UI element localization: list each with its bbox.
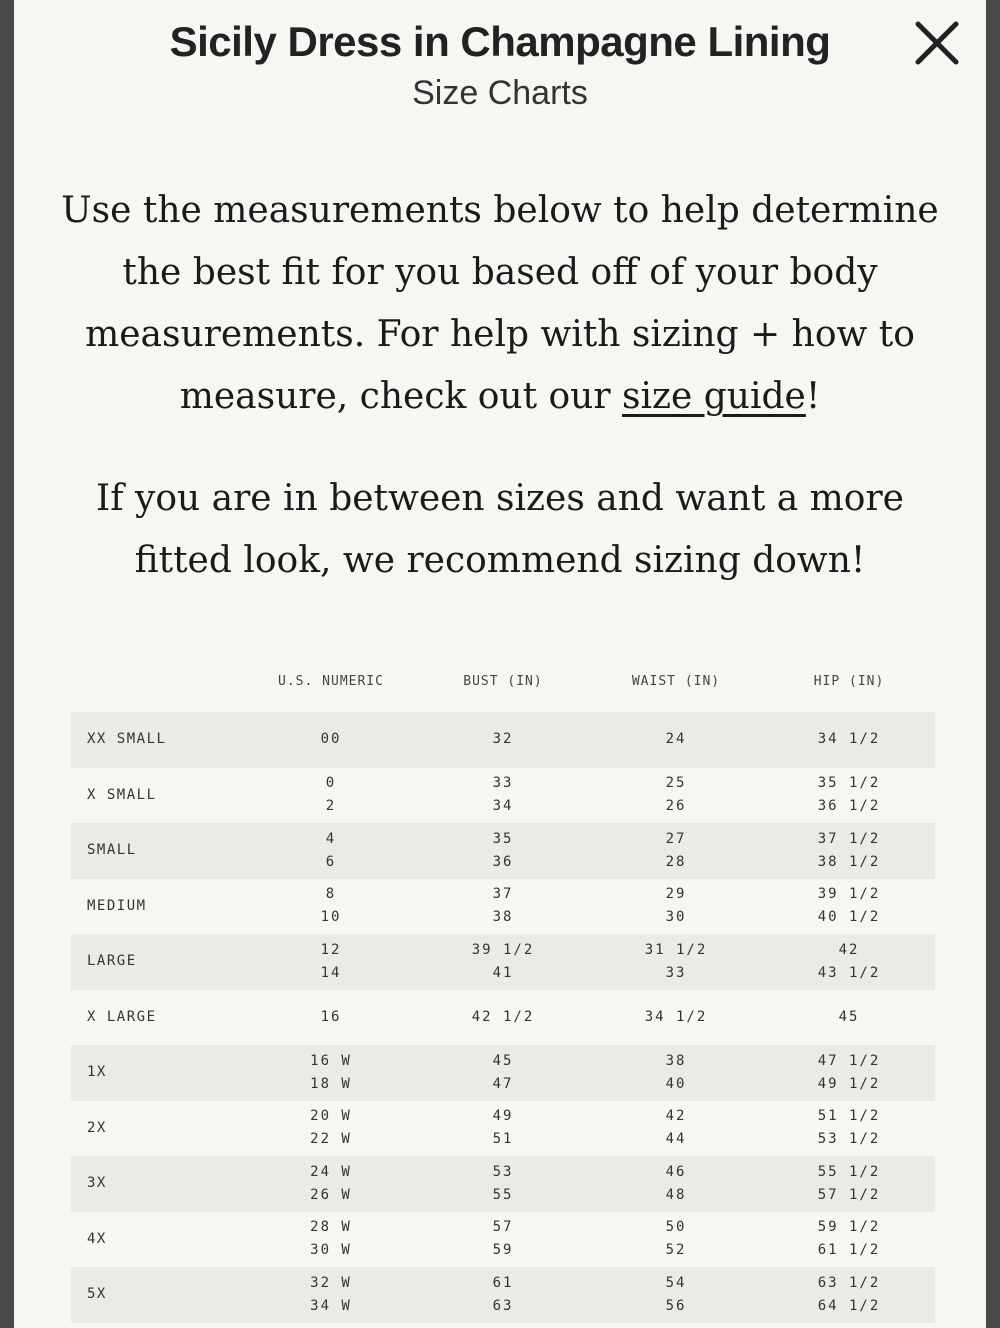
table-row [71,768,935,824]
waist-cell [606,990,746,1046]
cell-value: 50 [665,1219,687,1236]
cell-value: 52 [665,1242,687,1259]
cell-value: 36 1/2 [817,798,881,815]
table-row [71,1212,935,1268]
modal-subtitle: Size Charts [412,74,588,112]
cell-value: 28 [665,853,687,870]
cell-value: 37 1/2 [817,830,881,847]
cell-value: 34 [492,798,514,815]
cell-value: 43 1/2 [817,964,881,981]
size-label-cell: X SMALL [87,786,157,803]
bust-cell [433,1045,573,1101]
numeric-cell [261,768,401,824]
bust-cell [433,1212,573,1268]
cell-value: 37 [492,886,514,903]
hip-cell [779,1045,919,1101]
cell-value: 22 W [310,1131,352,1148]
waist-cell [606,1045,746,1101]
cell-value: 16 W [310,1052,352,1069]
cell-value: 61 [492,1274,514,1291]
cell-value: 40 [665,1075,687,1092]
cell-value: 64 1/2 [817,1297,881,1314]
cell-value: 27 [665,830,687,847]
cell-value: 8 [325,886,337,903]
cell-value: 36 [492,853,514,870]
bust-cell [433,823,573,879]
cell-value: 10 [320,909,342,926]
cell-value: 35 1/2 [817,775,881,792]
cell-value: 32 W [310,1274,352,1291]
column-header-waist: WAIST (IN) [631,674,721,689]
sizing-note: If you are in between sizes and want a more fitted look, we recommend sizing down! [96,478,904,581]
intro-text [44,180,956,428]
cell-value: 29 [665,886,687,903]
size-label-cell: 5X [87,1286,107,1303]
cell-value: 32 [492,731,514,748]
cell-value: 26 [665,798,687,815]
cell-value: 48 [665,1186,687,1203]
waist-cell [606,1156,746,1212]
cell-value: 20 W [310,1108,352,1125]
cell-value: 59 1/2 [817,1219,881,1236]
cell-value: 6 [325,853,337,870]
size-label-cell: LARGE [87,953,137,970]
numeric-cell [261,823,401,879]
cell-value: 45 [838,1008,860,1025]
table-row [71,1156,935,1212]
cell-value: 38 [665,1052,687,1069]
cell-value: 0 [325,775,337,792]
cell-value: 53 [492,1163,514,1180]
cell-value: 14 [320,964,342,981]
cell-value: 00 [320,731,342,748]
intro-text-end: ! [805,376,821,417]
column-header-hip: HIP (IN) [813,674,885,689]
bust-cell [433,1156,573,1212]
cell-value: 46 [665,1163,687,1180]
waist-cell [606,1267,746,1323]
bust-cell [433,1267,573,1323]
intro-text-start: Use the measurements below to help determine the best fit for you based off of your body measurements. For help with sizing + how to measure, check out our [61,190,939,417]
numeric-cell [261,990,401,1046]
hip-cell [779,1212,919,1268]
cell-value: 42 [665,1108,687,1125]
hip-cell [779,1101,919,1157]
cell-value: 26 W [310,1186,352,1203]
size-label-cell: XX SMALL [87,731,167,748]
cell-value: 24 [665,731,687,748]
cell-value: 39 1/2 [471,941,535,958]
hip-cell [779,823,919,879]
cell-value: 51 [492,1131,514,1148]
waist-cell [606,1212,746,1268]
size-label-cell: 4X [87,1230,107,1247]
bust-cell [433,990,573,1046]
waist-cell [606,879,746,935]
cell-value: 30 [665,909,687,926]
hip-cell [779,768,919,824]
cell-value: 49 [492,1108,514,1125]
bust-cell [433,934,573,990]
cell-value: 47 1/2 [817,1052,881,1069]
table-row [71,712,935,768]
numeric-cell [261,879,401,935]
size-label-cell: X LARGE [87,1008,157,1025]
hip-cell [779,990,919,1046]
cell-value: 57 [492,1219,514,1236]
cell-value: 34 1/2 [817,731,881,748]
waist-cell [606,768,746,824]
cell-value: 40 1/2 [817,909,881,926]
cell-value: 61 1/2 [817,1242,881,1259]
numeric-cell [261,1267,401,1323]
cell-value: 28 W [310,1219,352,1236]
cell-value: 18 W [310,1075,352,1092]
waist-cell [606,823,746,879]
column-header-numeric: U.S. NUMERIC [278,674,384,689]
numeric-cell [261,1101,401,1157]
size-label-cell: MEDIUM [87,897,147,914]
cell-value: 59 [492,1242,514,1259]
cell-value: 44 [665,1131,687,1148]
bust-cell [433,879,573,935]
table-row [71,1045,935,1101]
numeric-cell [261,934,401,990]
cell-value: 54 [665,1274,687,1291]
cell-value: 41 [492,964,514,981]
hip-cell [779,712,919,768]
cell-value: 55 [492,1186,514,1203]
cell-value: 31 1/2 [644,941,708,958]
close-button[interactable] [914,20,960,66]
hip-cell [779,879,919,935]
cell-value: 33 [492,775,514,792]
cell-value: 33 [665,964,687,981]
size-chart-table [71,660,935,1323]
column-header-bust: BUST (IN) [463,674,543,689]
cell-value: 12 [320,941,342,958]
numeric-cell [261,1212,401,1268]
cell-value: 63 1/2 [817,1274,881,1291]
waist-cell [606,1101,746,1157]
hip-cell [779,934,919,990]
table-row [71,823,935,879]
size-label-cell: 2X [87,1119,107,1136]
table-row [71,1267,935,1323]
hip-cell [779,1156,919,1212]
table-row [71,990,935,1046]
cell-value: 35 [492,830,514,847]
table-row [71,1101,935,1157]
cell-value: 57 1/2 [817,1186,881,1203]
cell-value: 2 [325,798,337,815]
cell-value: 38 [492,909,514,926]
cell-value: 47 [492,1075,514,1092]
waist-cell [606,934,746,990]
cell-value: 42 [838,941,860,958]
size-label-cell: SMALL [87,842,137,859]
numeric-cell [261,712,401,768]
cell-value: 34 1/2 [644,1008,708,1025]
cell-value: 4 [325,830,337,847]
cell-value: 51 1/2 [817,1108,881,1125]
table-row [71,934,935,990]
table-body [71,712,935,1323]
cell-value: 45 [492,1052,514,1069]
numeric-cell [261,1045,401,1101]
cell-value: 53 1/2 [817,1131,881,1148]
size-guide-link[interactable]: size guide [622,376,806,417]
cell-value: 39 1/2 [817,886,881,903]
cell-value: 16 [320,1008,342,1025]
waist-cell [606,712,746,768]
hip-cell [779,1267,919,1323]
bust-cell [433,768,573,824]
bust-cell [433,712,573,768]
cell-value: 24 W [310,1163,352,1180]
cell-value: 63 [492,1297,514,1314]
cell-value: 30 W [310,1242,352,1259]
cell-value: 49 1/2 [817,1075,881,1092]
cell-value: 42 1/2 [471,1008,535,1025]
cell-value: 25 [665,775,687,792]
table-header [71,660,935,712]
cell-value: 38 1/2 [817,853,881,870]
table-row [71,879,935,935]
bust-cell [433,1101,573,1157]
cell-value: 56 [665,1297,687,1314]
size-label-cell: 1X [87,1064,107,1081]
size-label-cell: 3X [87,1175,107,1192]
cell-value: 34 W [310,1297,352,1314]
modal-title: Sicily Dress in Champagne Lining [169,18,831,65]
size-chart-modal [14,0,986,1328]
cell-value: 55 1/2 [817,1163,881,1180]
numeric-cell [261,1156,401,1212]
close-icon [914,20,960,66]
